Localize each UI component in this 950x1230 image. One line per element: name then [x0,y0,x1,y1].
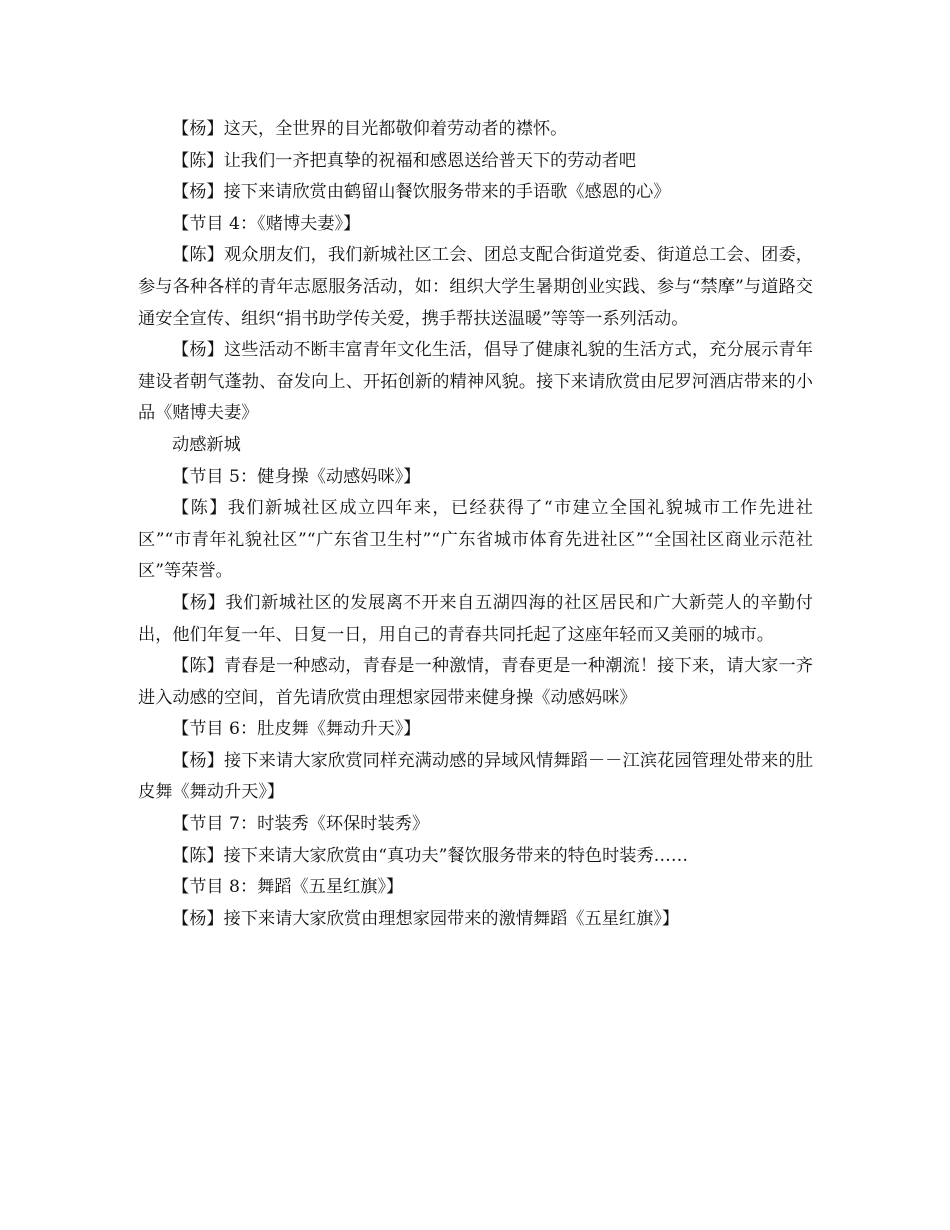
program-heading: 【节目 5：健身操《动感妈咪》】 [172,466,421,487]
program-heading: 【节目 8：舞蹈《五星红旗》】 [172,877,404,898]
paragraph: 【陈】让我们一齐把真挚的祝福和感恩送给普天下的劳动者吧 [172,150,637,171]
program-heading: 【节目 6：肚皮舞《舞动升天》】 [172,719,421,740]
paragraph: 【杨】接下来请大家欣赏同样充满动感的异域风情舞蹈－－江滨花园管理处带来的肚皮舞《舞动升天》】 [138,750,813,803]
paragraph: 【杨】我们新城社区的发展离不开来自五湖四海的社区居民和广大新莞人的辛勤付出，他们年复一年、日复一日，用自己的青春共同托起了这座年轻而又美丽的城市。 [138,592,813,645]
paragraph: 【陈】观众朋友们，我们新城社区工会、团总支配合街道党委、街道总工会、团委，参与各种各样的青年志愿服务活动，如：组织大学生暑期创业实践、参与“禁摩”与道路交通安全宣传、组织“捐书助学传关爱，携手帮扶送温暖”等等一系列活动。 [138,245,813,329]
document-body [138,114,813,935]
paragraph: 【杨】接下来请欣赏由鹤留山餐饮服务带来的手语歌《感恩的心》 [172,182,671,203]
paragraph: 【杨】接下来请大家欣赏由理想家园带来的激情舞蹈《五星红旗》】 [172,908,680,929]
paragraph: 【陈】青春是一种感动，青春是一种激情，青春更是一种潮流！接下来，请大家一齐进入动感的空间，首先请欣赏由理想家园带来健身操《动感妈咪》 [138,656,813,708]
program-heading: 【节目 7：时装秀《环保时装秀》 [172,814,430,835]
paragraph: 【陈】我们新城社区成立四年来，已经获得了“市建立全国礼貌城市工作先进社区”“市青年礼貌社区”“广东省卫生村”“广东省城市体育先进社区”“全国社区商业示范社区”等荣誉。 [138,498,813,582]
paragraph: 【杨】这些活动不断丰富青年文化生活，倡导了健康礼貌的生活方式，充分展示青年建设者朝气蓬勃、奋发向上、开拓创新的精神风貌。接下来请欣赏由尼罗河酒店带来的小品《赌博夫妻》 [138,340,813,424]
section-title: 动感新城 [172,434,241,455]
paragraph: 【杨】这天，全世界的目光都敬仰着劳动者的襟怀。 [172,119,568,139]
paragraph: 【陈】接下来请大家欣赏由“真功夫”餐饮服务带来的特色时装秀…… [172,845,689,866]
program-heading: 【节目 4：《赌博夫妻》】 [172,213,361,234]
